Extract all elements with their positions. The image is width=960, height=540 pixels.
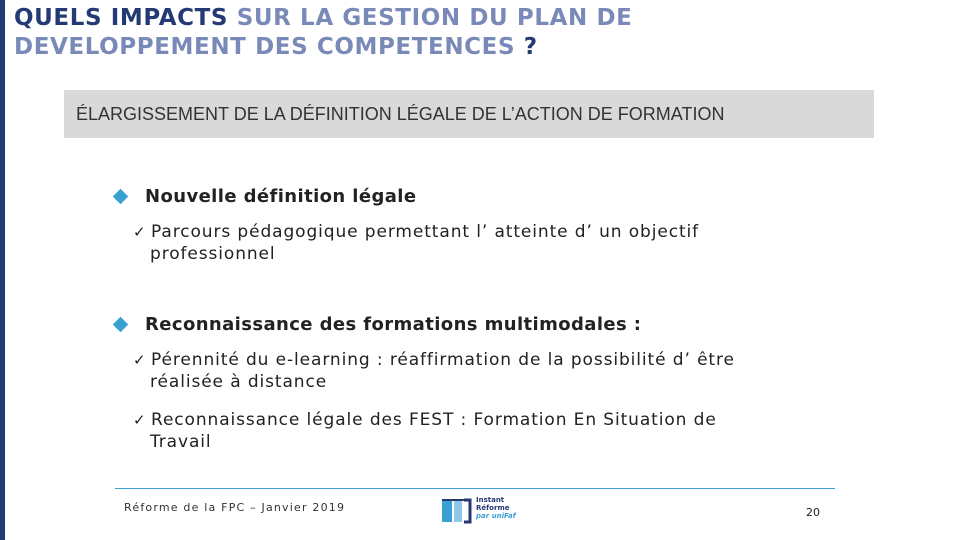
check-item — [133, 221, 853, 265]
footer-caption: Réforme de la FPC – Janvier 2019 — [124, 501, 346, 514]
check-icon: ✓ — [133, 411, 147, 429]
check-icon: ✓ — [133, 351, 147, 369]
left-accent-bar — [0, 0, 5, 540]
banner-text: ÉLARGISSEMENT DE LA DÉFINITION LÉGALE DE L’ACTION DE FORMATION — [76, 104, 725, 124]
check-item — [133, 409, 853, 453]
diamond-bullet-icon — [113, 189, 129, 205]
check-item-line1: Parcours pédagogique permettant l’ atteinte d’ un objectif — [151, 222, 700, 242]
check-item-line1: Pérennité du e-learning : réaffirmation de la possibilité d’ être — [151, 350, 735, 370]
title-part1: QUELS IMPACTS — [14, 5, 237, 31]
logo-text — [476, 496, 516, 520]
logo-line2: Réforme — [476, 504, 510, 512]
bullet-reconnaissance-multimodales — [112, 314, 641, 335]
bullet-nouvelle-definition — [112, 186, 417, 207]
title-part3: DEVELOPPEMENT DES COMPETENCES — [14, 34, 516, 60]
check-item-line2: professionnel — [150, 244, 276, 264]
bracket-logo-icon — [440, 496, 474, 526]
logo-line3: par uniFaf — [476, 512, 516, 520]
instant-reforme-logo — [440, 496, 520, 532]
check-item-line2: Travail — [150, 432, 212, 452]
title-part4: ? — [515, 34, 538, 60]
bullet-heading: Nouvelle définition légale — [145, 186, 417, 207]
page-number: 20 — [806, 506, 820, 519]
check-item-line2: réalisée à distance — [150, 372, 328, 392]
check-item-line1: Reconnaissance légale des FEST : Formation En Situation de — [151, 410, 717, 430]
slide-title — [14, 4, 914, 62]
title-part2: SUR LA GESTION DU PLAN DE — [236, 5, 633, 31]
diamond-bullet-icon — [113, 317, 129, 333]
bullet-heading: Reconnaissance des formations multimodales : — [145, 314, 642, 335]
check-item — [133, 349, 853, 393]
check-icon: ✓ — [133, 223, 147, 241]
logo-line1: Instant — [476, 496, 505, 504]
footer-divider — [115, 488, 835, 489]
section-banner — [64, 90, 874, 138]
